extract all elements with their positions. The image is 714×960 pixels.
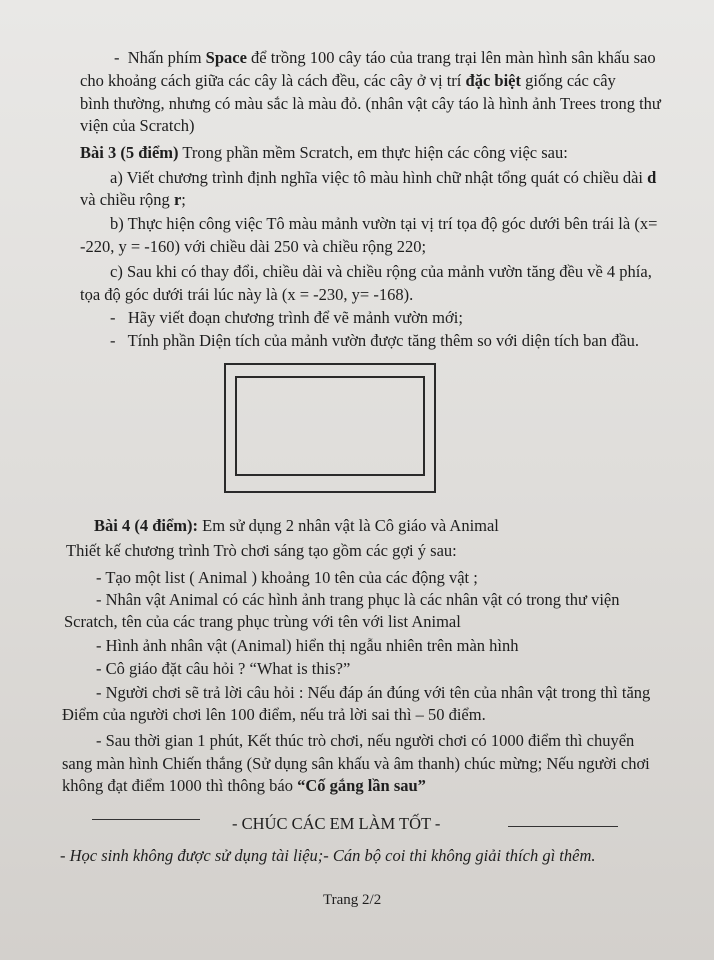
bai3-a-line-1 [110, 168, 656, 188]
bai4-line-9: - Sau thời gian 1 phút, Kết thúc trò chơi, nếu người chơi có 1000 điểm thì chuyển [96, 731, 635, 750]
intro-special: đặc biệt [465, 71, 521, 90]
bai3-a-line-2 [80, 190, 186, 210]
bai3-b-line-1: b) Thực hiện công việc Tô màu mảnh vườn tại vị trí tọa độ góc dưới bên trái là (x= [110, 214, 658, 233]
bai4-line-11 [62, 776, 426, 796]
bai4-line-2: - Tạo một list ( Animal ) khoảng 10 tên của các động vật ; [96, 568, 478, 587]
bai4-l11-slogan: “Cố gắng lần sau” [297, 776, 426, 795]
bai3-a2-end: ; [181, 190, 186, 209]
intro-line-3: bình thường, nhưng có màu sắc là màu đỏ. (nhân vật cây táo là hình ảnh Trees trong thư [80, 94, 661, 113]
bai3-a2-var: r [173, 190, 182, 209]
bai4-line-6: - Cô giáo đặt câu hỏi ? “What is this?” [96, 659, 351, 678]
intro-key-space: Space [205, 48, 247, 67]
bai3-a1-var: d [647, 168, 657, 187]
bai4-line-8: Điểm của người chơi lên 100 điểm, nếu trả lời sai thì – 50 điểm. [62, 705, 486, 724]
bai3-c-line-1: c) Sau khi có thay đổi, chiều dài và chiều rộng của mảnh vườn tăng đều về 4 phía, [110, 262, 652, 281]
bai3-heading [80, 143, 568, 163]
bai4-title: Bài 4 (4 điểm): [94, 516, 199, 535]
intro-line-2 [80, 71, 616, 91]
intro-line-1: - Nhấn phím Space để trồng 100 cây táo của trang trại lên màn hình sân khấu sao [114, 48, 656, 67]
footer-note: - Học sinh không được sử dụng tài liệu;- Cán bộ coi thi không giải thích gì thêm. [60, 846, 596, 865]
bai4-intro: Em sử dụng 2 nhân vật là Cô giáo và Animal [202, 516, 499, 535]
bai4-line-7: - Người chơi sẽ trả lời câu hỏi : Nếu đáp án đúng với tên của nhân vật trong thì tăng [96, 683, 651, 702]
bai4-line-4: Scratch, tên của các trang phục trùng với tên với list Animal [64, 612, 461, 631]
bai3-b-line-2: -220, y = -160) với chiều dài 250 và chiều rộng 220; [80, 237, 427, 256]
bai3-d1: Hãy viết đoạn chương trình để vẽ mảnh vườn mới; [127, 308, 463, 327]
intro-text-1: Nhấn phím [127, 48, 202, 67]
bai3-d-line-1: - Hãy viết đoạn chương trình để vẽ mảnh vườn mới; [110, 308, 463, 327]
bai3-a1: a) Viết chương trình định nghĩa việc tô màu hình chữ nhật tổng quát có chiều dài [110, 168, 644, 187]
bai3-title: Bài 3 (5 điểm) [80, 143, 179, 162]
closing-rule-right [508, 826, 618, 827]
intro-text-3: cho khoảng cách giữa các cây là cách đều, các cây ở vị trí [80, 71, 462, 90]
intro-text-4: giống các cây [525, 71, 616, 90]
garden-inner-rectangle [235, 376, 425, 476]
bai3-c-line-2: tọa độ góc dưới trái lúc này là (x = -230, y= -168). [80, 285, 414, 304]
bai3-intro: Trong phần mềm Scratch, em thực hiện các công việc sau: [182, 143, 568, 162]
bai4-heading [94, 516, 499, 536]
intro-line-4: viện của Scratch) [80, 116, 195, 135]
bai3-d2: Tính phần Diện tích của mảnh vườn được tăng thêm so với diện tích ban đầu. [127, 331, 640, 350]
bai4-line-5: - Hình ảnh nhân vật (Animal) hiển thị ngẫu nhiên trên màn hình [96, 636, 519, 655]
closing-text: - CHÚC CÁC EM LÀM TỐT - [232, 814, 441, 833]
intro-text-2: để trồng 100 cây táo của trang trại lên màn hình sân khấu sao [251, 48, 656, 67]
page-number: Trang 2/2 [323, 892, 382, 908]
closing-rule-left [92, 819, 200, 820]
bai4-l11-text: không đạt điểm 1000 thì thông báo [62, 776, 293, 795]
bai3-d-line-2: - Tính phần Diện tích của mảnh vườn được tăng thêm so với diện tích ban đầu. [110, 331, 640, 350]
bai4-line-1: Thiết kế chương trình Trò chơi sáng tạo gồm các gợi ý sau: [66, 541, 457, 560]
bai3-a2: và chiều rộng [80, 190, 170, 209]
bai4-line-3: - Nhân vật Animal có các hình ảnh trang phục là các nhân vật có trong thư viện [96, 590, 620, 609]
bai4-line-10: sang màn hình Chiến thắng (Sử dụng sân khấu và âm thanh) chúc mừng; Nếu người chơi [62, 754, 650, 773]
